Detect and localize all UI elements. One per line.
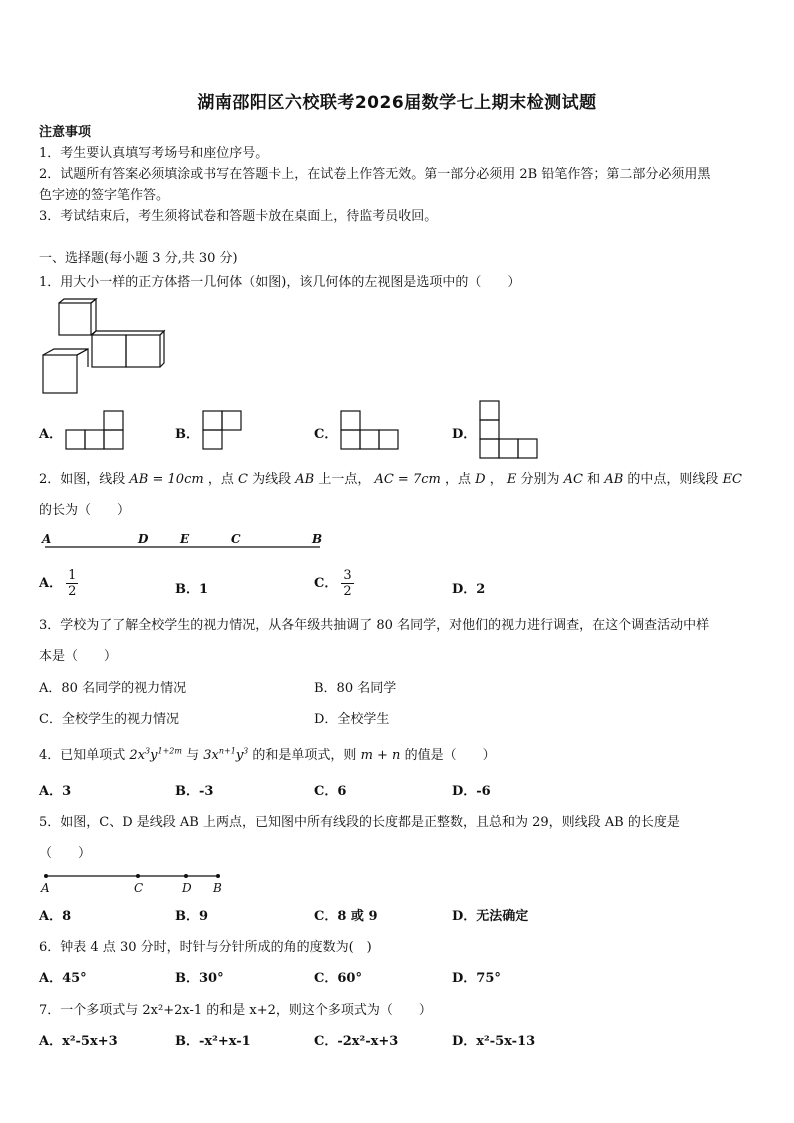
question-6-stem: 6．钟表 4 点 30 分时，时针与分针所成的角的度数为( ) (39, 940, 372, 955)
math-span: AB (295, 472, 315, 487)
text-span: 的中点，则线段 (627, 472, 719, 487)
question-3-option-b[interactable]: B．80 名同学 (314, 681, 397, 696)
math-span: C (237, 472, 248, 487)
point-label: D (138, 532, 149, 546)
point-label: B (213, 881, 222, 895)
question-7-option-c[interactable]: C．-2x²-x+3 (314, 1034, 399, 1049)
math-span: E (506, 472, 517, 487)
section-heading: 一、选择题(每小题 3 分,共 30 分) (39, 251, 238, 266)
question-5-option-c[interactable]: C．8 或 9 (314, 909, 378, 924)
text-span: 4．已知单项式 (39, 748, 126, 763)
question-1-option-c[interactable]: C． (314, 427, 338, 442)
option-label: C． (314, 576, 338, 591)
question-5-option-a[interactable]: A．8 (39, 909, 72, 924)
question-1-option-b[interactable]: B． (175, 427, 199, 442)
question-2-option-d[interactable]: D．2 (452, 582, 486, 597)
question-2-option-a[interactable] (39, 568, 78, 599)
fraction (341, 568, 353, 599)
math-span: m + n (360, 748, 401, 763)
question-3-stem-cont: 本是（ ） (39, 649, 118, 664)
text-span: 和 (587, 472, 601, 487)
question-1-option-a[interactable]: A． (39, 427, 63, 442)
text-span: 的和是单项式，则 (252, 748, 357, 763)
question-7-option-a[interactable]: A．x²-5x+3 (39, 1034, 118, 1049)
math-span: EC (722, 472, 742, 487)
question-7-stem: 7．一个多项式与 2x²+2x-1 的和是 x+2，则这个多项式为（ ） (39, 1003, 432, 1018)
text-span: ，点 (444, 472, 471, 487)
point-label: E (180, 532, 190, 546)
question-1-stem: 1．用大小一样的正方体搭一几何体（如图)，该几何体的左视图是选项中的（ ） (39, 275, 521, 290)
question-1-option-d[interactable]: D． (452, 427, 477, 442)
question-4-option-c[interactable]: C．6 (314, 784, 347, 799)
point-label: C (231, 532, 241, 546)
notice-item: 2．试题所有答案必须填涂或书写在答题卡上，在试卷上作答无效。第一部分必须用 2B 铅笔作答；第二部分必须用黑 (39, 167, 711, 182)
question-1-figure (40, 297, 175, 395)
fraction-denominator: 2 (68, 584, 77, 599)
question-3-stem: 3．学校为了了解全校学生的视力情况，从各年级共抽调了 80 名同学，对他们的视力进行调查，在这个调查活动中样 (39, 618, 710, 633)
notice-item: 3．考试结束后，考生须将试卷和答题卡放在桌面上，待监考员收回。 (39, 209, 438, 224)
question-6-option-b[interactable]: B．30° (175, 971, 224, 986)
point-label: D (182, 881, 192, 895)
question-2-option-b[interactable]: B．1 (175, 582, 209, 597)
question-1-option-a-figure (66, 408, 126, 450)
point-label: A (42, 532, 52, 546)
question-7-option-b[interactable]: B．-x²+x-1 (175, 1034, 251, 1049)
question-5-option-d[interactable]: D．无法确定 (452, 909, 529, 924)
math-span: AC (563, 472, 584, 487)
option-label: A． (39, 576, 63, 591)
question-4-option-a[interactable]: A．3 (39, 784, 72, 799)
question-3-option-a[interactable]: A．80 名同学的视力情况 (39, 681, 187, 696)
question-7-option-d[interactable]: D．x²-5x-13 (452, 1034, 536, 1049)
point-label: A (41, 881, 50, 895)
text-span: 分别为 (520, 472, 560, 487)
question-3-option-c[interactable]: C．全校学生的视力情况 (39, 712, 179, 727)
question-2-stem-cont: 的长为（ ） (39, 503, 131, 518)
question-6-option-d[interactable]: D．75° (452, 971, 501, 986)
fraction-numerator: 1 (68, 568, 77, 583)
question-5-stem: 5．如图，C、D 是线段 AB 上两点，已知图中所有线段的长度都是正整数，且总和为 29，则线段 AB 的长度是 (39, 815, 680, 830)
question-6-option-a[interactable]: A．45° (39, 971, 87, 986)
question-5-stem-cont: （ ） (39, 846, 92, 861)
point-label: B (312, 532, 323, 546)
question-6-option-c[interactable]: C．60° (314, 971, 362, 986)
math-span: D (475, 472, 486, 487)
text-span: ， (489, 472, 503, 487)
question-4-stem (39, 744, 496, 763)
text-span: 为线段 (252, 472, 292, 487)
monomial-1: $2x^3y^{1+2m}$ (129, 746, 182, 763)
text-span: 上一点， (318, 472, 371, 487)
question-2-figure (40, 530, 330, 556)
question-4-option-b[interactable]: B．-3 (175, 784, 214, 799)
notice-item: 色字迹的签字笔作答。 (39, 188, 170, 203)
text-span: 的值是（ ） (404, 748, 496, 763)
text-span: 与 (186, 748, 200, 763)
question-1-option-c-figure (341, 408, 401, 450)
math-span: AB = 10cm (129, 472, 204, 487)
notice-heading: 注意事项 (39, 125, 92, 140)
point-label: C (134, 881, 144, 895)
question-2-stem (39, 468, 742, 487)
math-span: AB (604, 472, 624, 487)
question-5-figure (40, 868, 230, 896)
question-4-option-d[interactable]: D．-6 (452, 784, 491, 799)
page-title: 湖南邵阳区六校联考2026届数学七上期末检测试题 (197, 93, 597, 113)
question-3-option-d[interactable]: D．全校学生 (314, 712, 390, 727)
fraction-numerator: 3 (343, 568, 352, 583)
question-5-option-b[interactable]: B．9 (175, 909, 209, 924)
text-span: ，点 (207, 472, 234, 487)
text-span: 2．如图，线段 (39, 472, 126, 487)
notice-item: 1．考生要认真填写考场号和座位序号。 (39, 146, 269, 161)
math-span: AC = 7cm (374, 472, 441, 487)
monomial-2: $3x^{n+1}y^3$ (203, 746, 249, 763)
fraction-denominator: 2 (343, 584, 352, 599)
question-1-option-b-figure (203, 408, 245, 450)
fraction (66, 568, 78, 599)
question-1-option-d-figure (480, 400, 540, 460)
question-2-option-c[interactable] (314, 568, 354, 599)
